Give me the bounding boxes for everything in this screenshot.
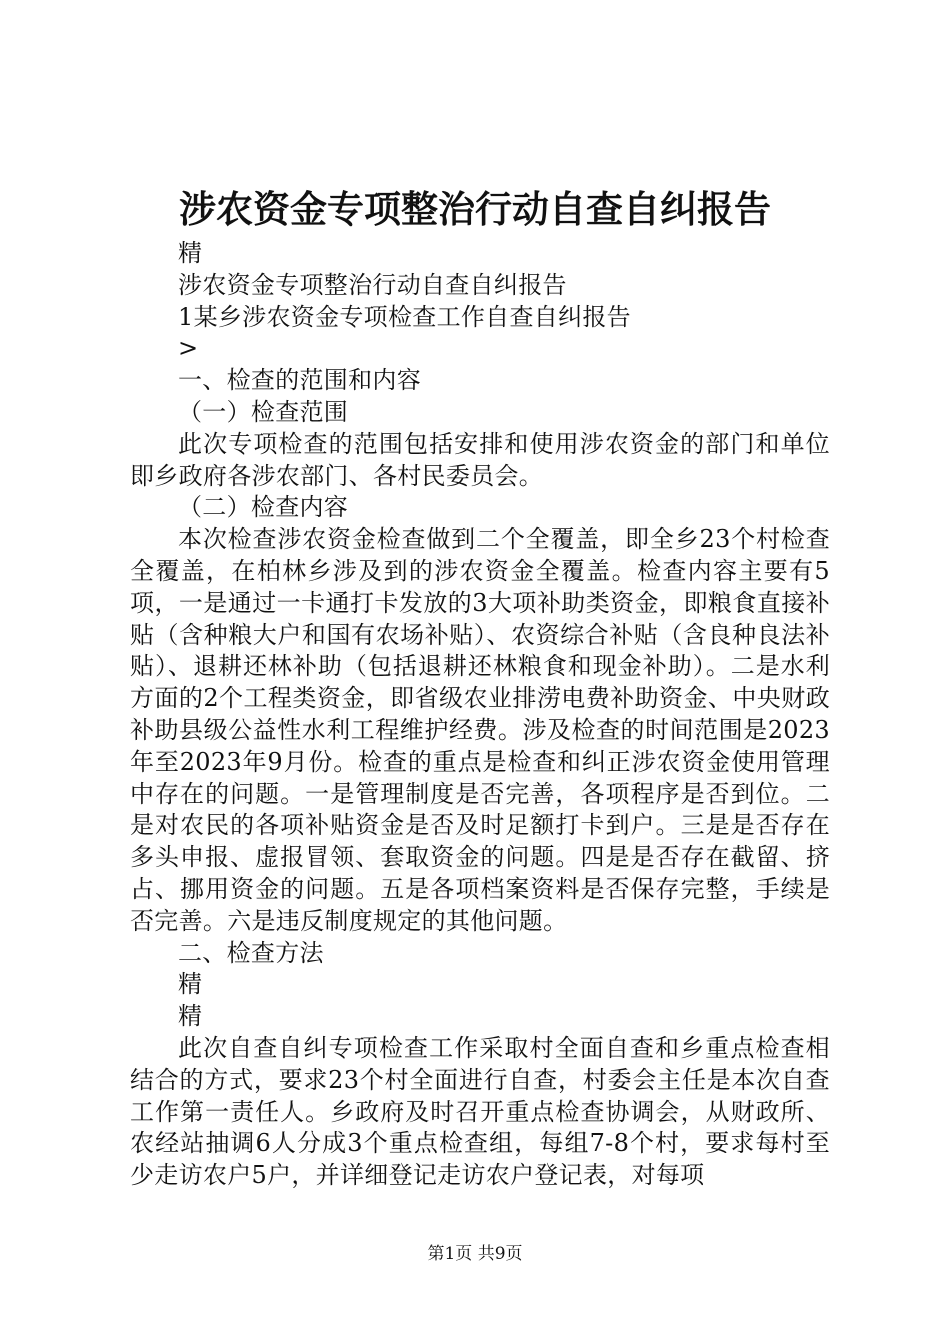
subheading-scope: （一）检查范围 — [178, 397, 349, 426]
marker-line-3: 精 — [178, 1002, 203, 1031]
paragraph-scope: 此次专项检查的范围包括安排和使用涉农资金的部门和单位即乡政府各涉农部门、各村民委员会。 — [130, 429, 830, 490]
symbol-line: > — [178, 334, 199, 363]
document-body — [130, 238, 830, 1192]
marker-line-2: 精 — [178, 970, 203, 999]
subtitle-line: 涉农资金专项整治行动自查自纠报告 — [178, 270, 567, 299]
paragraph-content: 本次检查涉农资金检查做到二个全覆盖，即全乡23个村检查全覆盖，在柏林乡涉及到的涉农资金全覆盖。检查内容主要有5项，一是通过一卡通打卡发放的3大项补助类资金，即粮食直接补贴（含种粮大户和国有农场补贴）、农资综合补贴（含良种良法补贴）、退耕还林补助（包括退耕还林粮食和现金补助）。二是水利方面的2个工程类资金，即省级农业排涝电费补助资金、中央财政补助县级公益性水利工程维护经费。涉及检查的时间范围是2023年至2023年9月份。检查的重点是检查和纠正涉农资金使用管理中存在的问题。一是管理制度是否完善，各项程序是否到位。二是对农民的各项补贴资金是否及时足额打卡到户。三是是否存在多头申报、虚报冒领、套取资金的问题。四是是否存在截留、挤占、挪用资金的问题。五是各项档案资料是否保存完整，手续是否完善。六是违反制度规定的其他问题。 — [130, 525, 830, 935]
section-heading-2: 二、检查方法 — [178, 938, 324, 967]
paragraph-method: 此次自查自纠专项检查工作采取村全面自查和乡重点检查相结合的方式，要求23个村全面进行自查，村委会主任是本次自查工作第一责任人。乡政府及时召开重点检查协调会，从财政所、农经站抽调6人分成3个重点检查组，每组7-8个村，要求每村至少走访农户5户，并详细登记走访农户登记表，对每项 — [130, 1033, 830, 1190]
section-heading-1: 一、检查的范围和内容 — [178, 366, 421, 395]
report-name-line: 1某乡涉农资金专项检查工作自查自纠报告 — [178, 302, 631, 331]
document-title: 涉农资金专项整治行动自查自纠报告 — [179, 187, 771, 231]
subheading-content: （二）检查内容 — [178, 493, 349, 522]
marker-line: 精 — [178, 239, 203, 267]
page-footer: 第1页 共9页 — [427, 1244, 523, 1264]
